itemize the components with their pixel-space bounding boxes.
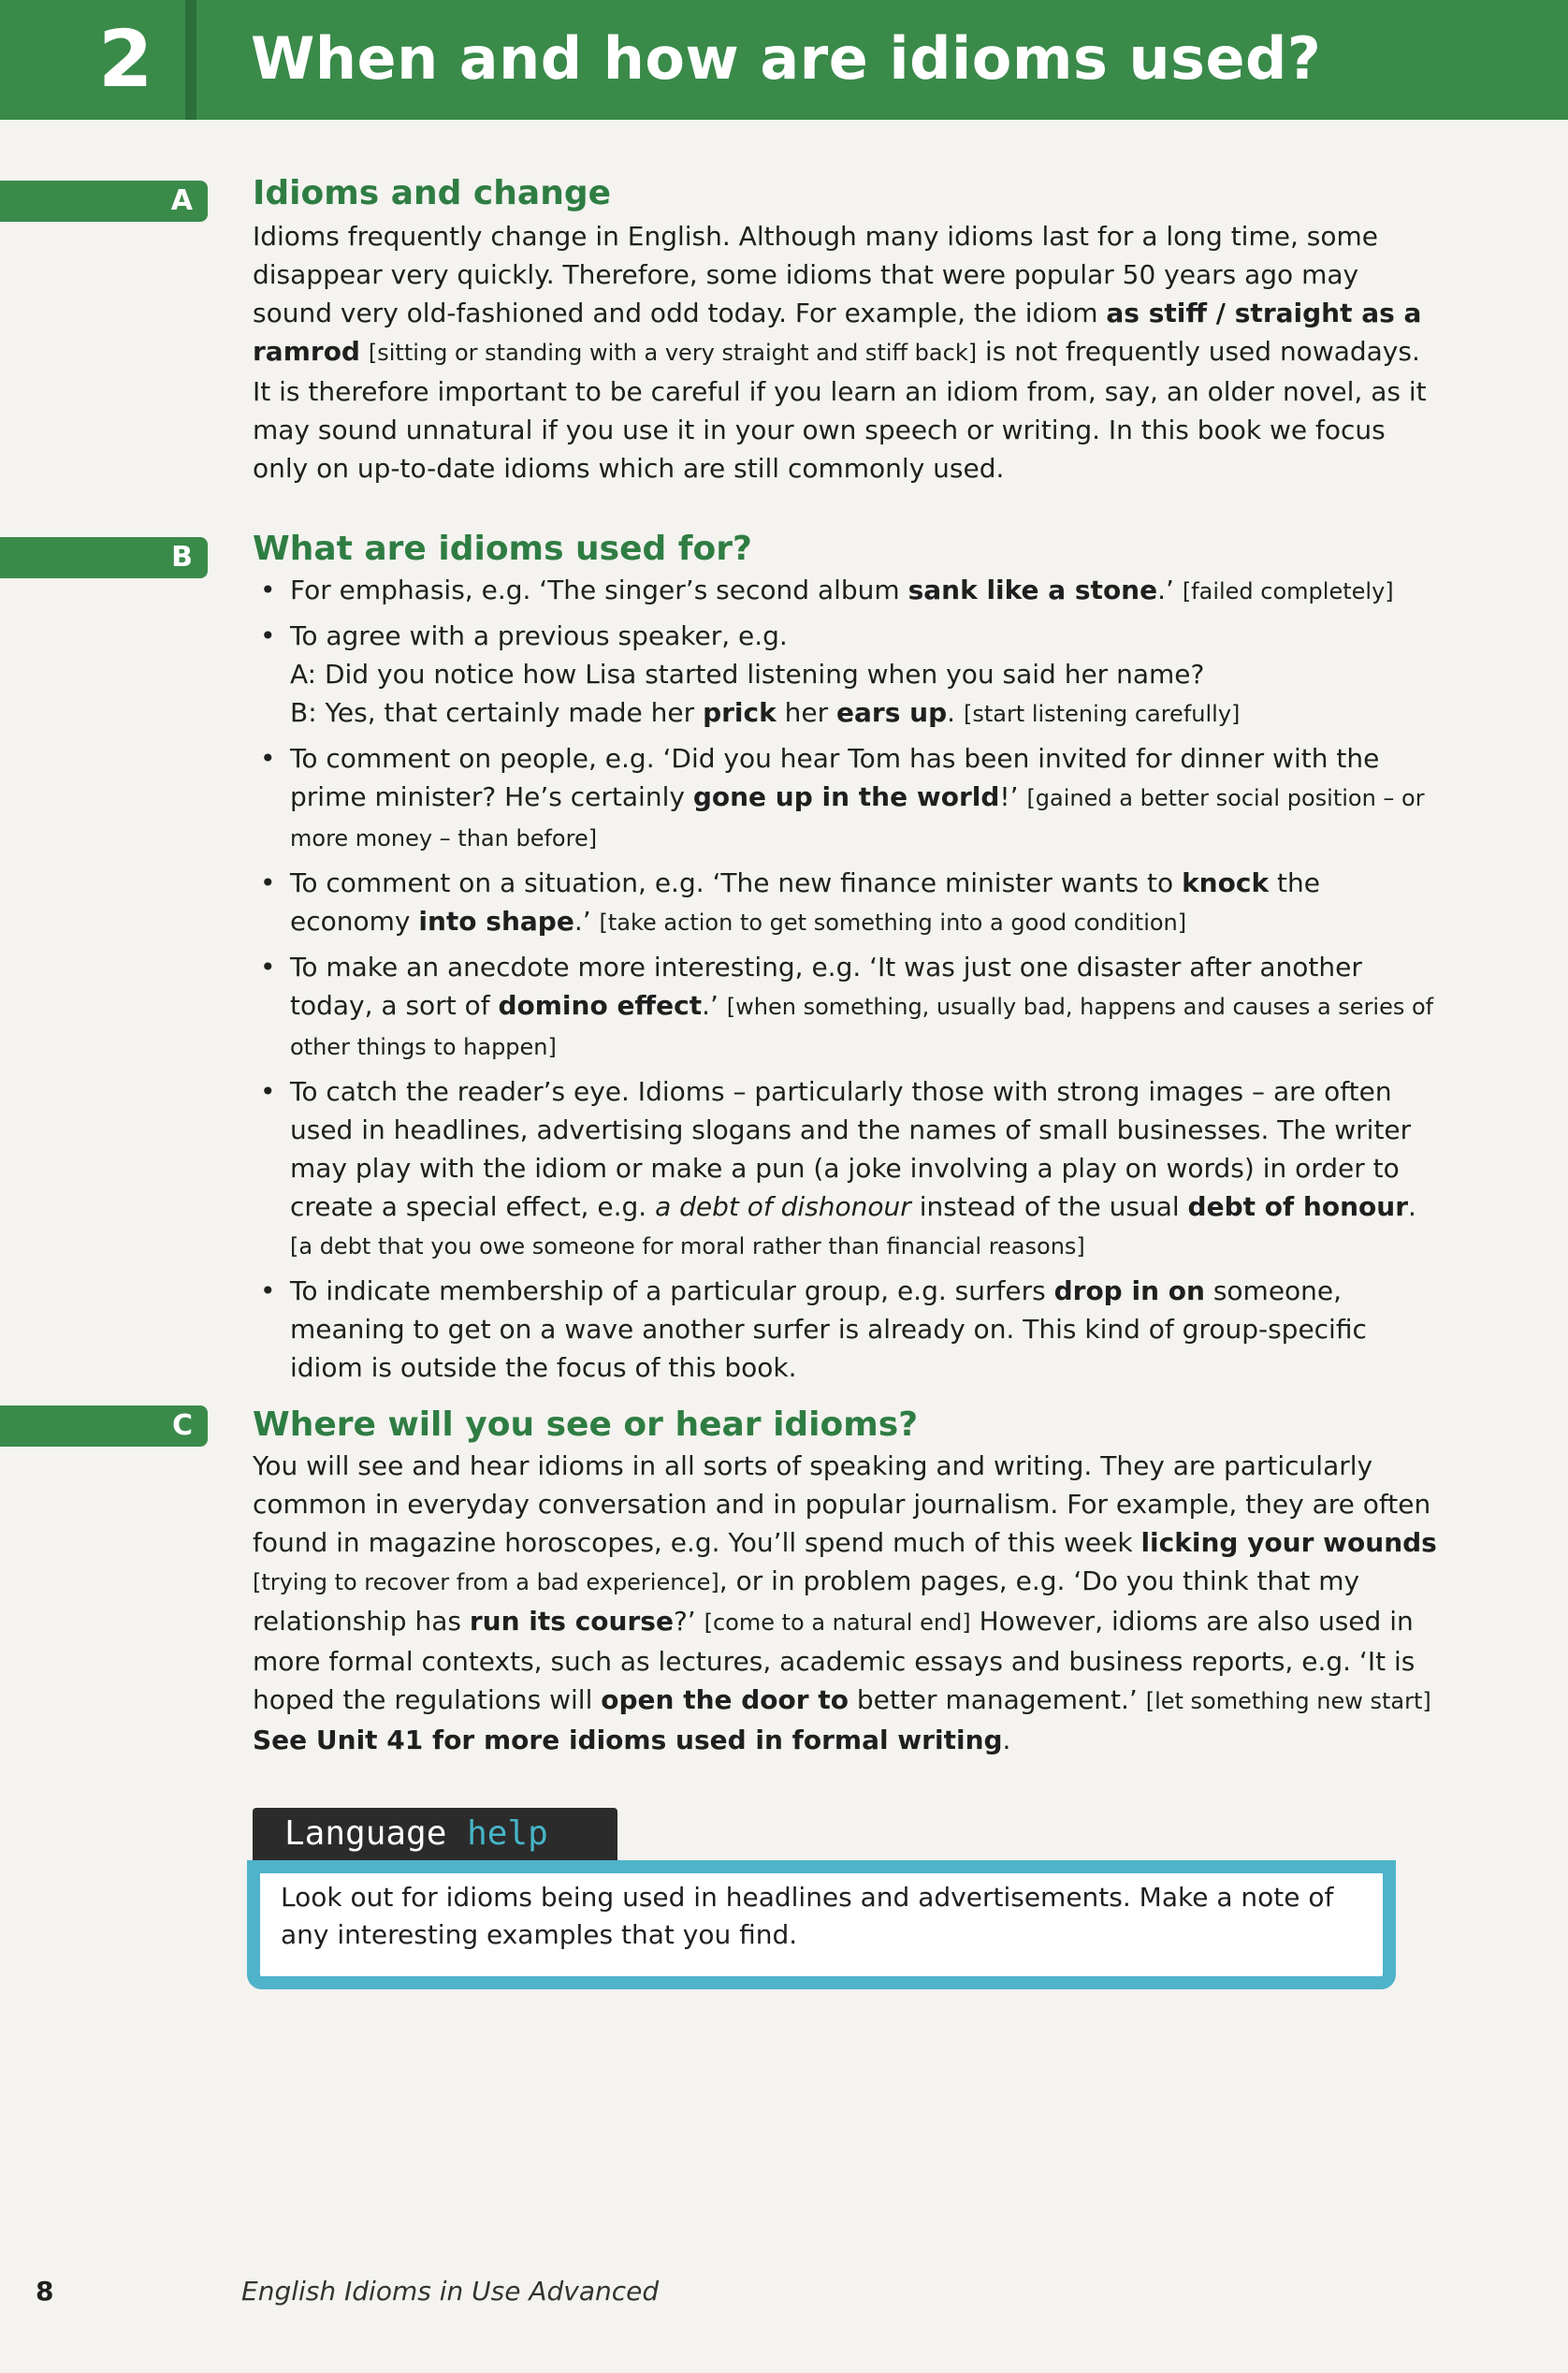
- bullet-5-post: .’: [702, 990, 727, 1021]
- list-item: [253, 571, 1441, 611]
- idiom-ears-up: ears up: [836, 697, 948, 728]
- bullet-dot: •: [260, 1275, 276, 1306]
- section-a-text-2: is not frequently used nowadays. It is therefore important to be careful if you learn an idiom from, say, an older novel, as it may sound unnatural if you use it in your own speech or writing. In this book we focus only on up-to-date idioms which are still commonly used.: [253, 336, 1427, 484]
- bullet-dot: •: [260, 952, 276, 983]
- gloss-ramrod: [sitting or standing with a very straight and stiff back]: [368, 340, 978, 366]
- section-c-letter: C: [171, 1409, 193, 1442]
- section-c-heading: Where will you see or hear idioms?: [253, 1405, 919, 1444]
- bullet-4-text: To comment on a situation, e.g. ‘The new finance minister wants to: [290, 867, 1183, 898]
- language-help-label: [253, 1808, 617, 1860]
- bullet-4-mid: the economy: [290, 867, 1320, 937]
- idiom-debt-of-honour: debt of honour: [1187, 1191, 1409, 1222]
- bullet-dot: •: [260, 620, 276, 651]
- unit-title: When and how are idioms used?: [251, 24, 1322, 93]
- idiom-run-its-course: run its course: [469, 1606, 674, 1637]
- bullet-2-intro: To agree with a previous speaker, e.g.: [290, 620, 788, 651]
- bullet-6-gloss: [a debt that you owe someone for moral rather than financial reasons]: [290, 1233, 1085, 1259]
- gloss-run-its-course: [come to a natural end]: [704, 1609, 971, 1636]
- bullet-6-text: To catch the reader’s eye. Idioms – particularly those with strong images – are often used in headlines, advertising slogans and the names of small businesses. The writer may play with the idiom or make a pun (a joke involving a play on words) in order to create a special effect, e.g.: [290, 1076, 1412, 1222]
- bullet-1-gloss: [failed completely]: [1182, 578, 1394, 604]
- bullet-3-text: To comment on people, e.g. ‘Did you hear Tom has been invited for dinner with the prime minister? He’s certainly: [290, 743, 1380, 812]
- section-c-text-4: However, idioms are also used in more formal contexts, such as lectures, academic essays and business reports, e.g. ‘It is hoped the regulations will: [253, 1606, 1416, 1715]
- bullet-2-post: .: [947, 697, 964, 728]
- list-item: [253, 864, 1441, 942]
- dialog-line-b-text: B: Yes, that certainly made her: [290, 697, 704, 728]
- book-title: English Idioms in Use Advanced: [241, 2276, 660, 2307]
- list-item: [253, 1272, 1441, 1387]
- section-c-text-3: ?’: [673, 1606, 704, 1637]
- bullet-1-post: .’: [1157, 575, 1183, 605]
- bullet-dot: •: [260, 1076, 276, 1107]
- bullet-5-text: To make an anecdote more interesting, e.g. ‘It was just one disaster after another today, a sort of: [290, 952, 1362, 1021]
- gloss-open-the-door-to: [let something new start]: [1145, 1688, 1431, 1714]
- section-a-letter: A: [170, 184, 193, 217]
- page-number: 8: [36, 2276, 54, 2307]
- bullet-2-mid: her: [776, 697, 837, 728]
- gloss-licking-your-wounds: [trying to recover from a bad experience]: [253, 1569, 719, 1595]
- bullet-5-gloss: [when something, usually bad, happens and causes a series of other things to happen]: [290, 994, 1434, 1060]
- bullet-4-post: .’: [573, 906, 600, 937]
- bullet-dot: •: [260, 743, 276, 774]
- section-a-body: [253, 217, 1441, 488]
- language-help-label-word-2: help: [467, 1814, 548, 1853]
- idiom-gone-up-in-the-world: gone up in the world: [692, 781, 1000, 812]
- idiom-licking-your-wounds: licking your wounds: [1140, 1527, 1437, 1558]
- bullet-dot: •: [260, 575, 276, 605]
- idiom-drop-in-on: drop in on: [1053, 1275, 1205, 1306]
- see-unit-reference: See Unit 41 for more idioms used in formal writing: [253, 1725, 1003, 1755]
- unit-divider: [185, 0, 196, 120]
- idiom-ramrod: as stiff / straight as a ramrod: [253, 298, 1422, 367]
- language-help-label-word-1: Language: [284, 1814, 447, 1853]
- section-a-heading: Idioms and change: [253, 174, 612, 212]
- section-c-text-5: better management.’: [848, 1684, 1146, 1715]
- idiom-prick: prick: [703, 697, 777, 728]
- bullet-1-text: For emphasis, e.g. ‘The singer’s second album: [290, 575, 908, 605]
- section-b-heading: What are idioms used for?: [253, 530, 752, 568]
- list-item: [253, 1072, 1441, 1266]
- section-c-text-1: You will see and hear idioms in all sorts of speaking and writing. They are particularly common in everyday conversation and in popular journalism. For example, they are often found in magazine horoscopes, e.g. You’ll spend much of this week: [253, 1450, 1431, 1558]
- list-item: [253, 739, 1441, 858]
- list-item: [253, 617, 1441, 734]
- language-help-text: Look out for idioms being used in headlines and advertisements. Make a note of any interesting examples that you find.: [281, 1882, 1334, 1950]
- list-item: [253, 948, 1441, 1067]
- bullet-4-gloss: [take action to get something into a good condition]: [599, 910, 1187, 936]
- bullet-3-gloss: [gained a better social position – or more money – than before]: [290, 785, 1425, 852]
- idiom-sank-like-a-stone: sank like a stone: [907, 575, 1158, 605]
- section-a-text-1: Idioms frequently change in English. Although many idioms last for a long time, some disappear very quickly. Therefore, some idioms that were popular 50 years ago may sound very old-fashioned and odd today. For example, the idiom: [253, 221, 1378, 328]
- section-b-list: [253, 571, 1441, 1392]
- section-a-tab: [0, 181, 208, 222]
- section-c-tab: [0, 1405, 208, 1447]
- idiom-domino-effect: domino effect: [498, 990, 703, 1021]
- section-c-end: .: [1002, 1725, 1011, 1755]
- section-c-text-2: , or in problem pages, e.g. ‘Do you think that my relationship has: [253, 1565, 1360, 1637]
- unit-number: 2: [98, 13, 153, 105]
- dialog-line-a: A: Did you notice how Lisa started listening when you said her name?: [290, 659, 1205, 690]
- bullet-7-post: someone, meaning to get on a wave another surfer is already on. This kind of group-specific idiom is outside the focus of this book.: [290, 1275, 1367, 1383]
- section-c-body: [253, 1447, 1441, 1759]
- pun-debt-of-dishonour: a debt of dishonour: [655, 1191, 911, 1222]
- bullet-6-post: .: [1408, 1191, 1416, 1222]
- idiom-knock: knock: [1182, 867, 1270, 898]
- bullet-2-gloss: [start listening carefully]: [963, 701, 1241, 727]
- idiom-into-shape: into shape: [418, 906, 574, 937]
- bullet-7-text: To indicate membership of a particular group, e.g. surfers: [290, 1275, 1054, 1306]
- section-b-tab: [0, 537, 208, 578]
- bullet-dot: •: [260, 867, 276, 898]
- idiom-open-the-door-to: open the door to: [601, 1684, 849, 1715]
- bullet-3-post: !’: [999, 781, 1027, 812]
- bullet-6-mid: instead of the usual: [910, 1191, 1188, 1222]
- dialog-line-b: [290, 693, 1441, 734]
- section-b-letter: B: [171, 541, 193, 574]
